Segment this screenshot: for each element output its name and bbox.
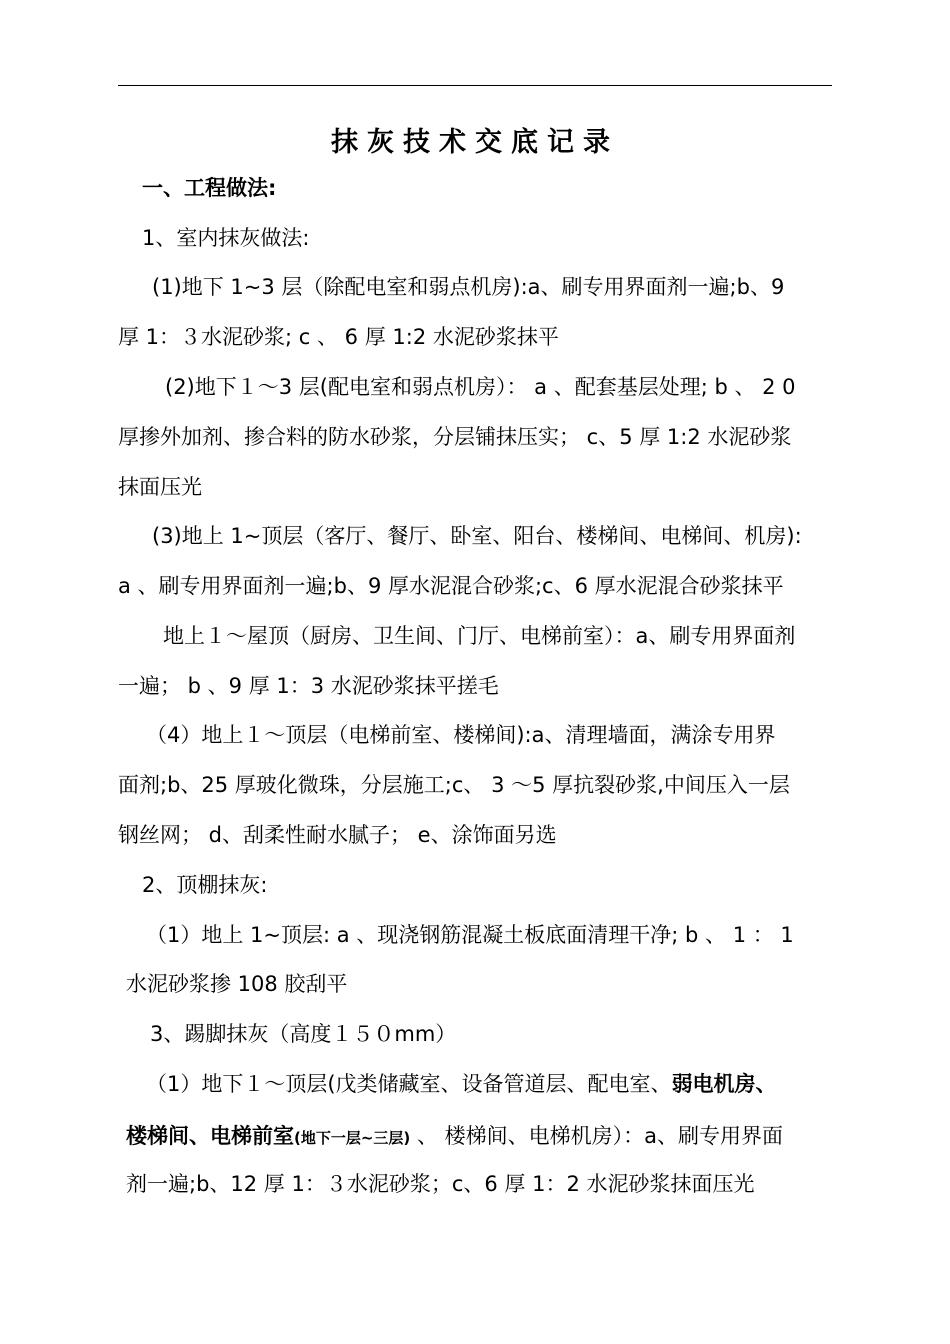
paragraph-line: (2)地下１～3 层(配电室和弱点机房）： a 、配套基层处理; b 、 2 0: [165, 375, 796, 399]
paragraph-line: 剂一遍;b、12 厚 1：３水泥砂浆；c、6 厚 1：2 水泥砂浆抹面压光: [126, 1172, 755, 1196]
paragraph-line: 厚 1：３水泥砂浆; c 、 6 厚 1:2 水泥砂浆抹平: [118, 325, 559, 349]
text-run: （1）地下１～顶层(戊类储藏室、设备管道层、配电室、: [146, 1072, 672, 1096]
paragraph-line: 面剂;b、25 厚玻化微珠，分层施工;c、 3 ～5 厚抗裂砂浆,中间压入一层: [118, 773, 790, 797]
paragraph-line: [146, 1069, 777, 1099]
item-heading-ceiling-plastering: 2、顶棚抹灰:: [142, 873, 268, 897]
item-heading-indoor-plastering: 1、室内抹灰做法:: [142, 226, 310, 250]
paragraph-line: 厚掺外加剂、掺合料的防水砂浆，分层铺抹压实； c、5 厚 1:2 水泥砂浆: [118, 425, 792, 449]
paragraph-line: 水泥砂浆掺 108 胶刮平: [126, 972, 348, 996]
paragraph-line: (3)地上 1~顶层（客厅、餐厅、卧室、阳台、楼梯间、电梯间、机房):: [152, 524, 802, 548]
paragraph-line: 一遍； b 、9 厚 1：3 水泥砂浆抹平搓毛: [118, 674, 499, 698]
paragraph-line: a 、刷专用界面剂一遍;b、9 厚水泥混合砂浆;c、6 厚水泥混合砂浆抹平: [118, 574, 784, 598]
paragraph-line: （4）地上１～顶层（电梯前室、楼梯间):a、清理墙面，满涂专用界: [146, 723, 776, 747]
document-title: 抹灰技术交底记录: [331, 127, 619, 158]
paragraph-line: 地上１～屋顶（厨房、卫生间、门厅、电梯前室）：a、刷专用界面剂: [163, 624, 796, 648]
bold-text-run: 楼梯间、电梯前室: [126, 1124, 294, 1148]
bold-text-run: 弱电机房、: [671, 1072, 777, 1096]
header-rule: [118, 85, 832, 86]
section-heading-construction-methods: 一、工程做法:: [142, 176, 277, 200]
item-heading-skirting-plastering: 3、踢脚抹灰（高度１５０mm）: [150, 1022, 457, 1046]
paragraph-line: [126, 1121, 783, 1153]
text-run: 、 楼梯间、电梯机房）：a、刷专用界面: [410, 1124, 783, 1148]
paragraph-line: 抹面压光: [118, 475, 202, 499]
small-bold-text-run: (地下一层~三层): [294, 1129, 411, 1147]
paragraph-line: （1）地上 1~顶层: a 、现浇钢筋混凝土板底面清理干净; b 、 1 ： 1: [146, 923, 794, 947]
paragraph-line: (1)地下 1~3 层（除配电室和弱点机房):a、刷专用界面剂一遍;b、9: [152, 275, 785, 299]
paragraph-line: 钢丝网； d、刮柔性耐水腻子； e、涂饰面另选: [118, 823, 557, 847]
